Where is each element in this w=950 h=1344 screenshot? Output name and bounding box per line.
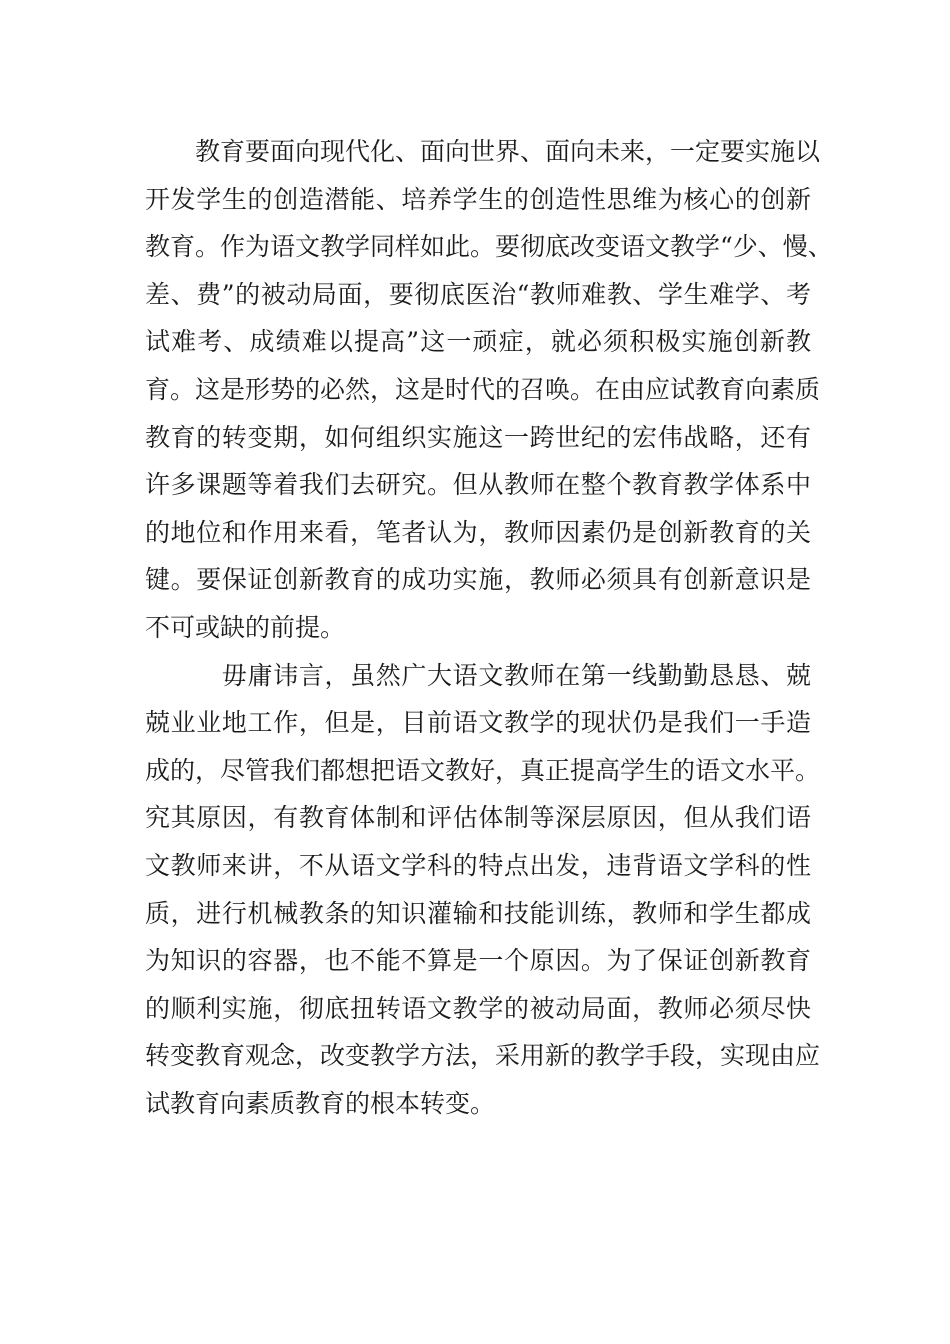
paragraph-line: 试难考、成绩难以提高”这一顽症，就必须积极实施创新教	[145, 327, 811, 357]
paragraph-line: 转变教育观念，改变教学方法，采用新的教学手段，实现由应	[145, 1041, 821, 1071]
paragraph-line: 成的，尽管我们都想把语文教好，真正提高学生的语文水平。	[145, 755, 821, 785]
paragraph-2	[145, 652, 821, 1128]
paragraph-line: 开发学生的创造潜能、培养学生的创造性思维为核心的创新	[145, 184, 811, 214]
paragraph-line: 为知识的容器，也不能不算是一个原因。为了保证创新教育	[145, 946, 811, 976]
document-body	[145, 128, 833, 1127]
paragraph-line: 的顺利实施，彻底扭转语文教学的被动局面，教师必须尽快	[145, 993, 811, 1023]
paragraph-line: 究其原因，有教育体制和评估体制等深层原因，但从我们语	[145, 803, 811, 833]
paragraph-line: 差、费”的被动局面，要彻底医治“教师难教、学生难学、考	[145, 279, 811, 309]
paragraph-line: 质，进行机械教条的知识灌输和技能训练，教师和学生都成	[145, 898, 811, 928]
paragraph-line: 键。要保证创新教育的成功实施，教师必须具有创新意识是	[145, 565, 811, 595]
paragraph-line: 的地位和作用来看，笔者认为，教师因素仍是创新教育的关	[145, 517, 811, 547]
paragraph-line: 许多课题等着我们去研究。但从教师在整个教育教学体系中	[145, 470, 811, 500]
paragraph-line: 教育的转变期，如何组织实施这一跨世纪的宏伟战略，还有	[145, 422, 811, 452]
paragraph-1	[145, 128, 833, 652]
paragraph-line: 文教师来讲，不从语文学科的特点出发，违背语文学科的性	[145, 850, 811, 880]
paragraph-line: 兢业业地工作，但是，目前语文教学的现状仍是我们一手造	[145, 708, 811, 738]
paragraph-line: 毋庸讳言，虽然广大语文教师在第一线勤勤恳恳、兢	[145, 660, 811, 690]
paragraph-line: 育。这是形势的必然，这是时代的召唤。在由应试教育向素质	[145, 374, 821, 404]
paragraph-line: 不可或缺的前提。	[145, 612, 346, 642]
paragraph-line: 教育要面向现代化、面向世界、面向未来，一定要实施以	[145, 137, 821, 166]
paragraph-line: 教育。作为语文教学同样如此。要彻底改变语文教学“少、慢、	[145, 232, 833, 262]
paragraph-line: 试教育向素质教育的根本转变。	[145, 1088, 496, 1118]
